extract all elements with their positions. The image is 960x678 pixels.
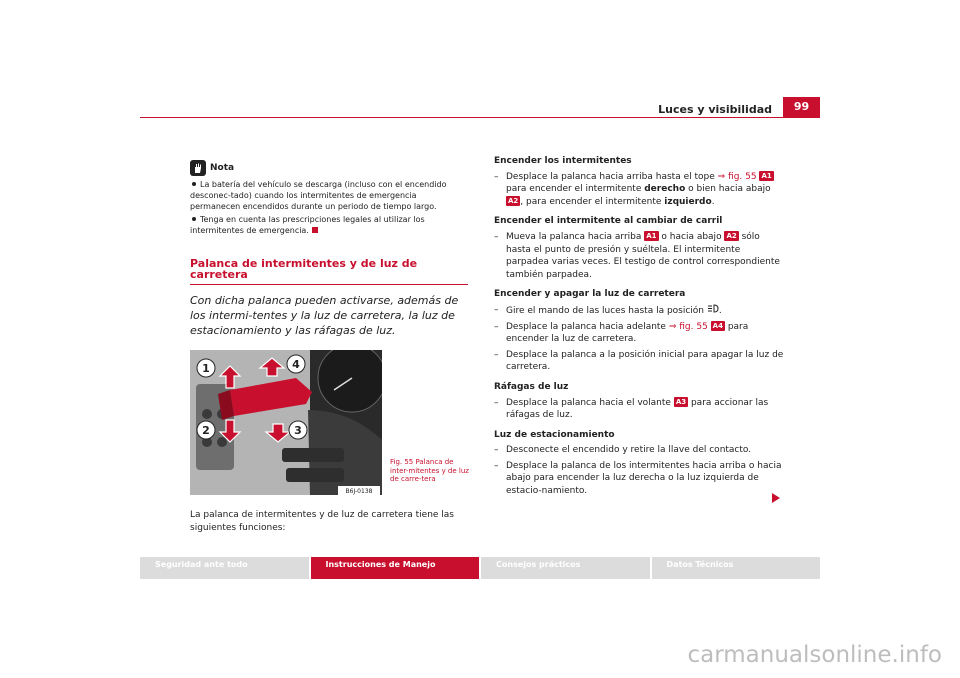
badge-a3: A3	[675, 397, 687, 406]
continue-arrow-icon	[772, 493, 780, 503]
dash: –	[494, 321, 499, 332]
dash: –	[494, 349, 499, 360]
left-column	[190, 160, 468, 534]
dash: –	[494, 304, 499, 315]
note-bullet	[190, 179, 468, 212]
bullet-icon	[192, 217, 196, 221]
header-rule	[140, 117, 820, 118]
figure-caption: Fig. 55 Palanca de inter-mitentes y de luz de carre-tera	[390, 458, 469, 483]
step-text: Mueva la palanca hacia arriba	[506, 231, 645, 242]
step	[494, 397, 784, 422]
ref-arrow-icon: ⇒	[717, 171, 726, 182]
badge-a2: A2	[508, 196, 519, 205]
heading-parking-light: Luz de estacionamiento	[494, 429, 615, 440]
right-column	[494, 155, 784, 498]
figure-description: La palanca de intermitentes y de luz de carretera tiene las siguientes funciones:	[190, 510, 454, 533]
callout-3: 3	[294, 424, 302, 437]
step-text: para accionar las ráfagas de luz.	[506, 397, 769, 421]
step	[494, 231, 784, 281]
step-text: o bien hacia abajo	[685, 184, 771, 195]
step-text: .	[711, 196, 715, 207]
dash: –	[494, 460, 499, 471]
tab-instrucciones[interactable]: Instrucciones de Manejo	[311, 557, 480, 579]
note-hand-icon	[190, 160, 206, 176]
bold-text: derecho	[644, 184, 686, 195]
step-text: sólo hasta el punto de presión y suéltela. El intermitente parpadea varias veces. El testigo de control correspondiente también parpadea.	[506, 231, 780, 280]
tab-datos[interactable]: Datos Técnicos	[652, 557, 821, 579]
figure-code: B6J-0138	[345, 488, 373, 495]
step-text: o hacia abajo	[658, 231, 725, 242]
step-text: Desplace la palanca hacia adelante	[506, 321, 669, 332]
footer-nav	[140, 557, 820, 579]
dash: –	[494, 397, 499, 408]
step-text: Desplace la palanca hacia arriba hasta el tope	[506, 171, 718, 182]
heading-high-beam: Encender y apagar la luz de carretera	[494, 289, 686, 300]
figure-55	[190, 350, 469, 495]
bullet-icon	[192, 182, 196, 186]
step-text: Desconecte el encendido y retire la llave del contacto.	[506, 445, 752, 456]
figure-link[interactable]: fig. 55	[676, 321, 711, 332]
step	[494, 171, 784, 209]
step-text: para encender la luz de carretera.	[506, 321, 749, 345]
note-text: La batería del vehículo se descarga (incluso con el encendido desconec-tado) cuando los intermitentes de emergencia permanecen encendidos durante un periodo de tiempo largo.	[190, 180, 447, 211]
dash: –	[494, 445, 499, 456]
section-title: Palanca de intermitentes y de luz de carretera	[190, 258, 468, 285]
note-label: Nota	[210, 162, 235, 173]
step	[494, 304, 784, 318]
badge-a4: A4	[712, 321, 723, 330]
step	[494, 460, 784, 498]
tab-consejos[interactable]: Consejos prácticos	[481, 557, 650, 579]
callout-4: 4	[292, 358, 300, 371]
badge-a1: A1	[646, 231, 657, 240]
heading-turn-signals: Encender los intermitentes	[494, 156, 632, 166]
tab-seguridad[interactable]: Seguridad ante todo	[140, 557, 309, 579]
figure-link[interactable]: fig. 55	[725, 171, 760, 182]
section-intro: Con dicha palanca pueden activarse, además de los intermi-tentes y la luz de carretera, la luz de estacionamiento y las ráfagas de luz.	[190, 294, 459, 337]
callout-2: 2	[202, 424, 210, 437]
step-text: Desplace la palanca hacia el volante	[506, 397, 674, 408]
dash: –	[494, 171, 499, 182]
step-text: para encender el intermitente	[506, 184, 645, 195]
step-text: , para encender el intermitente	[520, 196, 665, 207]
end-mark-icon	[312, 227, 318, 233]
callout-1: 1	[202, 362, 210, 375]
badge-a1: A1	[761, 171, 772, 180]
page-number: 99	[783, 97, 820, 117]
step-text: Desplace la palanca a la posición inicial para apagar la luz de carretera.	[506, 349, 784, 373]
dash: –	[494, 231, 499, 242]
step-text: Gire el mando de las luces hasta la posición	[506, 305, 707, 316]
watermark: carmanualsonline.info	[687, 642, 942, 668]
note-bullet	[190, 214, 468, 236]
note-text: Tenga en cuenta las prescripciones legales al utilizar los intermitentes de emergencia.	[190, 215, 425, 235]
step	[494, 349, 784, 374]
chapter-title: Luces y visibilidad	[658, 103, 772, 116]
ref-arrow-icon: ⇒	[668, 321, 677, 332]
step-text: .	[718, 305, 722, 316]
heading-flash: Ráfagas de luz	[494, 381, 569, 392]
bold-text: izquierdo	[664, 196, 712, 207]
stalk-illustration	[190, 350, 382, 495]
headlight-icon	[707, 306, 719, 316]
heading-lane-change: Encender el intermitente al cambiar de carril	[494, 216, 723, 227]
step	[494, 444, 784, 457]
badge-a2: A2	[726, 231, 737, 240]
step-text: Desplace la palanca de los intermitentes hacia arriba o hacia abajo para encender la luz derecha o la luz izquierda de estacio-namiento.	[506, 460, 782, 497]
step	[494, 321, 784, 346]
note-header	[190, 160, 468, 176]
